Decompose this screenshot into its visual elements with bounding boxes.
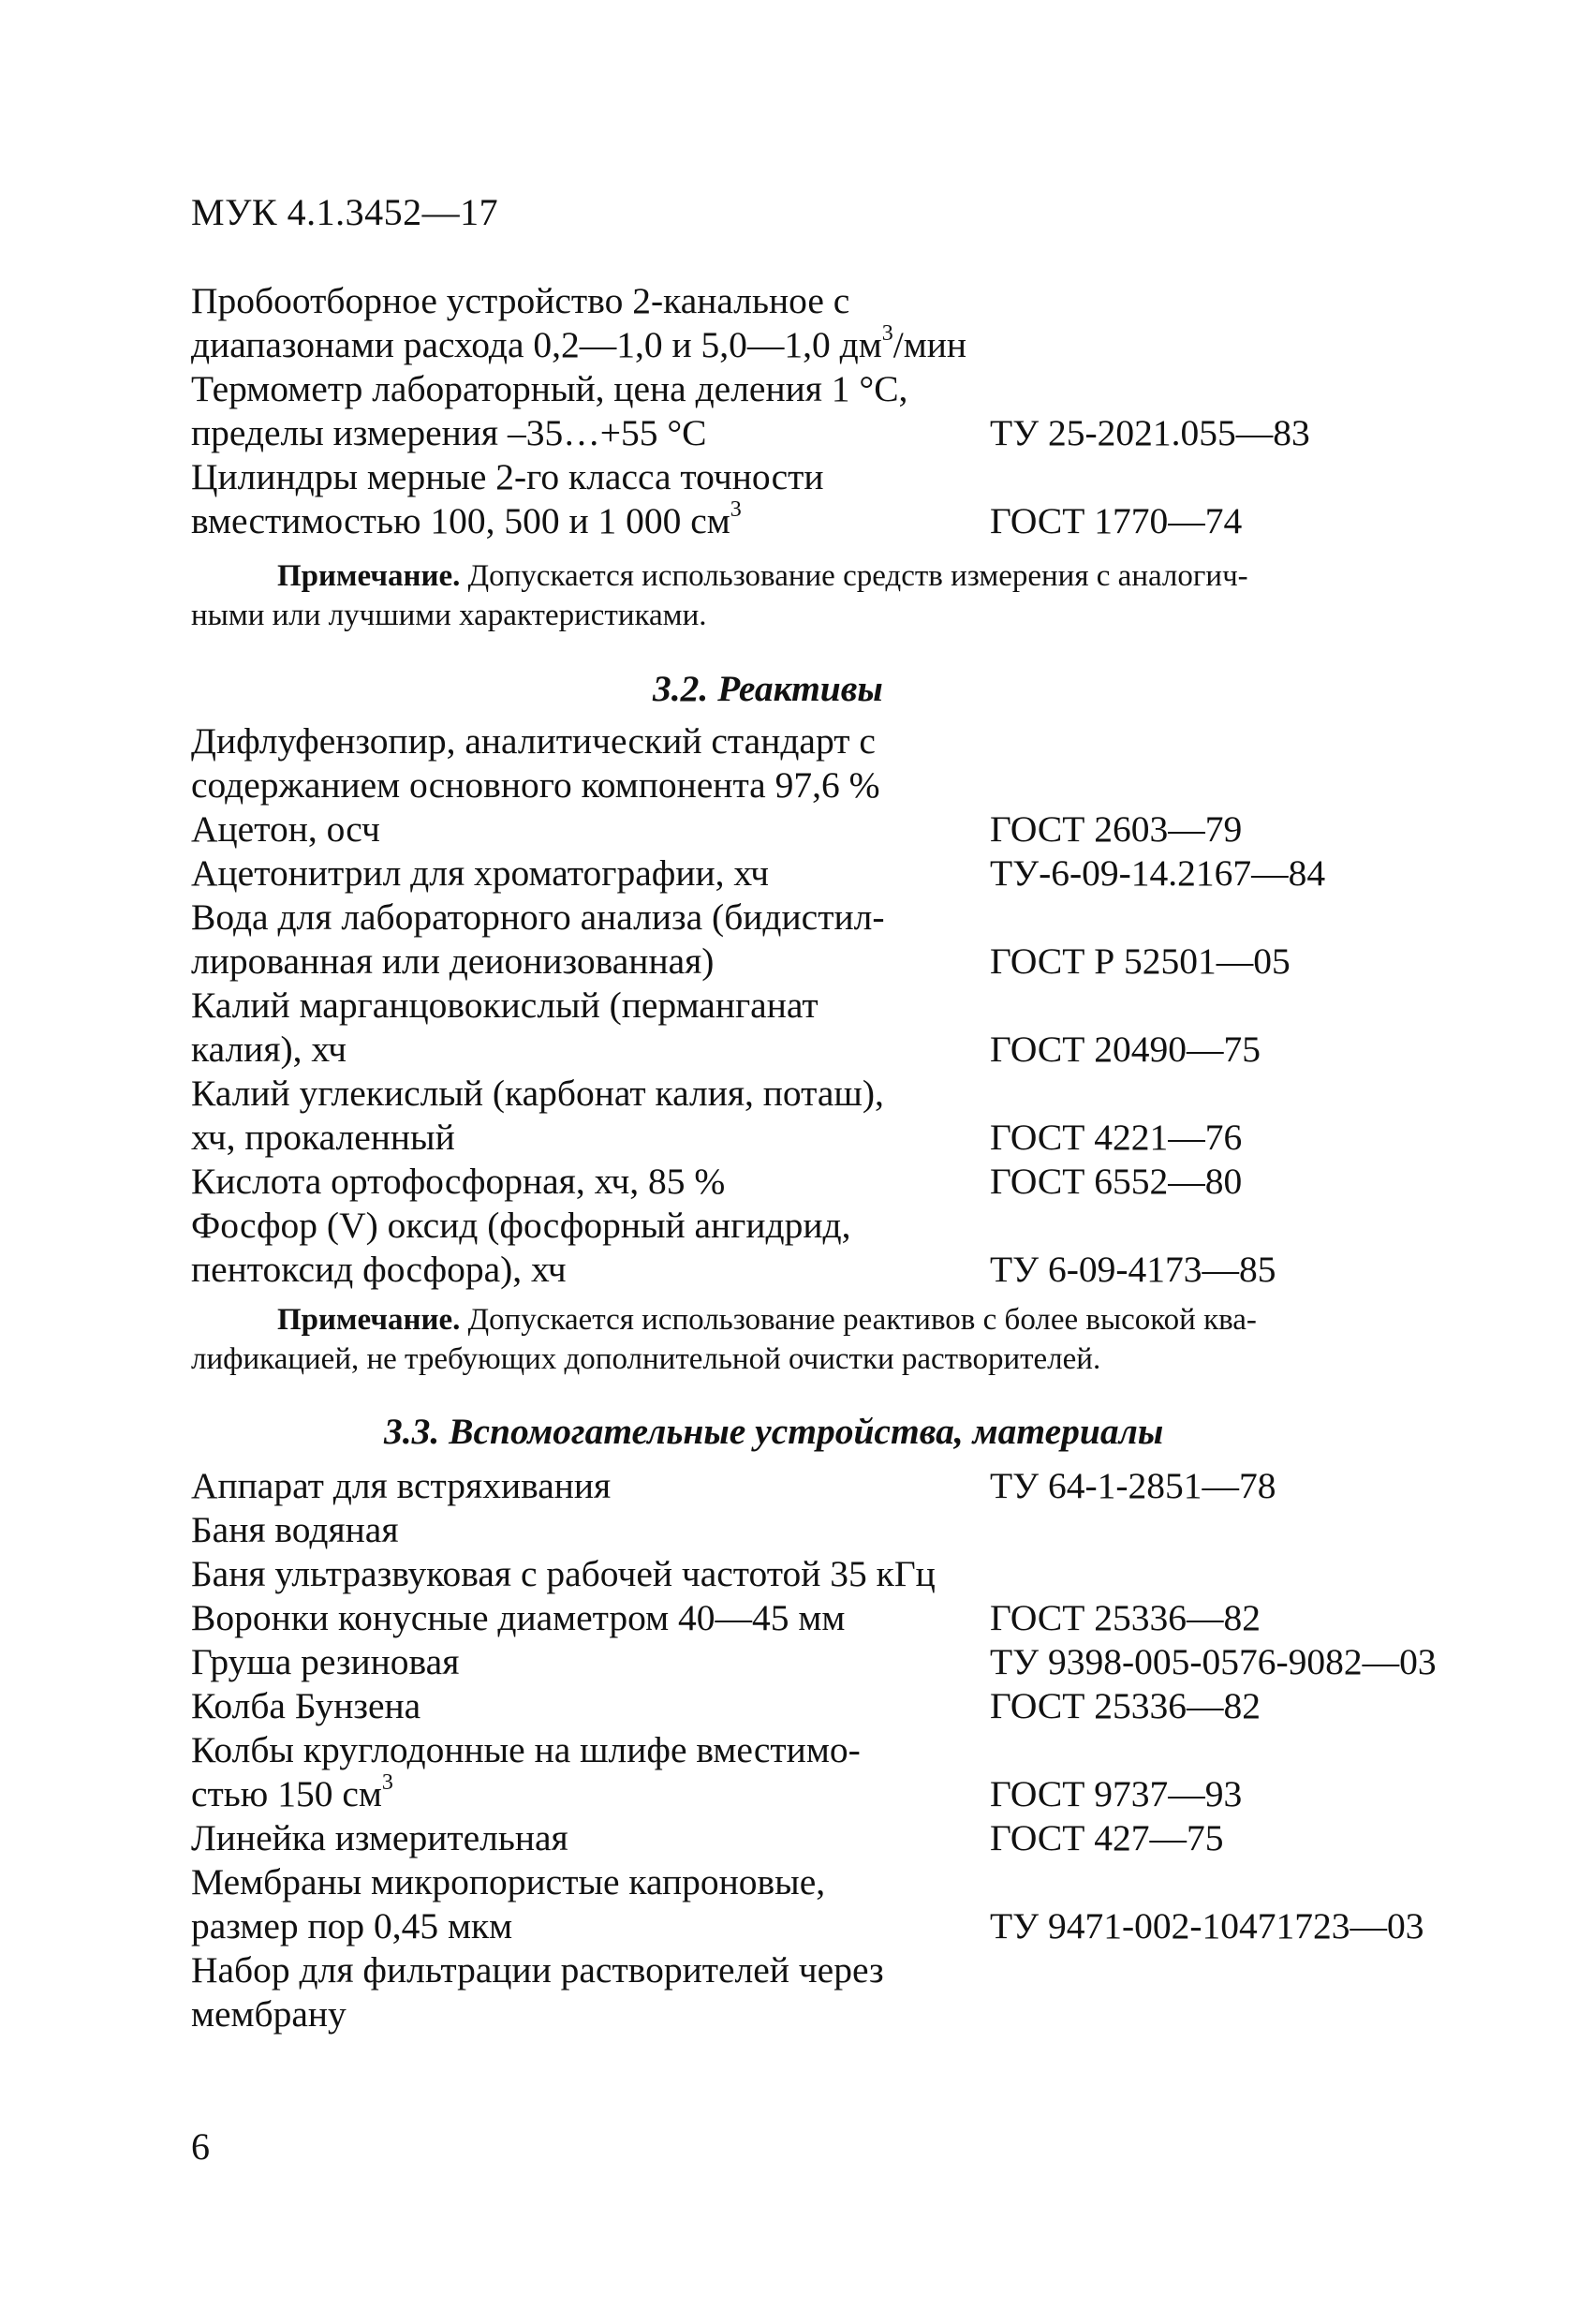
item-name: лированная или деионизованная) bbox=[191, 940, 715, 982]
item-standard: ТУ-6-09-14.2167—84 bbox=[990, 852, 1326, 894]
item-name: Кислота ортофосфорная, хч, 85 % bbox=[191, 1161, 726, 1202]
list-item bbox=[191, 411, 1483, 455]
note-text: лификацией, не требующих дополнительной очистки растворителей. bbox=[191, 1342, 1101, 1376]
list-item bbox=[191, 763, 1483, 807]
item-name: пределы измерения –35…+55 °С bbox=[191, 412, 707, 453]
list-item bbox=[191, 984, 1483, 1028]
item-standard: ГОСТ 2603—79 bbox=[990, 808, 1243, 850]
page-number: 6 bbox=[191, 2125, 210, 2168]
superscript: 3 bbox=[881, 320, 893, 346]
list-item bbox=[191, 320, 1483, 367]
list-item bbox=[191, 1204, 1483, 1248]
list-item bbox=[191, 1072, 1483, 1116]
list-item bbox=[191, 1904, 1483, 1948]
auxiliary-list bbox=[191, 1464, 1483, 2036]
item-standard: ГОСТ 1770—74 bbox=[990, 500, 1243, 541]
list-item bbox=[191, 1552, 1483, 1596]
item-name: Воронки конусные диаметром 40—45 мм bbox=[191, 1597, 846, 1638]
list-item bbox=[191, 1596, 1483, 1640]
superscript: 3 bbox=[381, 1769, 393, 1795]
item-name: Линейка измерительная bbox=[191, 1817, 568, 1858]
item-standard: ТУ 25-2021.055—83 bbox=[990, 412, 1310, 453]
item-standard: ГОСТ 9737—93 bbox=[990, 1773, 1243, 1814]
list-item bbox=[191, 1248, 1483, 1292]
list-item bbox=[191, 1728, 1483, 1772]
item-name: Фосфор (V) оксид (фосфорный ангидрид, bbox=[191, 1205, 851, 1246]
item-name: Дифлуфензопир, аналитический стандарт с bbox=[191, 720, 876, 762]
note-reagents bbox=[191, 1300, 1401, 1379]
item-name: Калий марганцовокислый (перманганат bbox=[191, 984, 819, 1026]
item-name: Баня ультразвуковая с рабочей частотой 35 кГц bbox=[191, 1553, 936, 1594]
list-item bbox=[191, 896, 1483, 940]
list-item bbox=[191, 1464, 1483, 1508]
list-item bbox=[191, 940, 1483, 984]
note-label: Примечание. bbox=[277, 1303, 461, 1337]
item-standard: ТУ 64-1-2851—78 bbox=[990, 1465, 1276, 1506]
note-text: Допускается использование средств измерения с аналогич- bbox=[460, 559, 1248, 593]
item-standard: ТУ 6-09-4173—85 bbox=[990, 1249, 1276, 1290]
item-name: стью 150 $см^3$ bbox=[191, 1769, 393, 1814]
item-name: калия), хч bbox=[191, 1029, 347, 1070]
list-item bbox=[191, 279, 1483, 323]
list-item bbox=[191, 1992, 1483, 2036]
list-item bbox=[191, 455, 1483, 499]
note-instruments bbox=[191, 556, 1401, 635]
item-standard: ГОСТ Р 52501—05 bbox=[990, 940, 1291, 982]
note-text: Допускается использование реактивов с более высокой ква- bbox=[460, 1303, 1257, 1337]
item-standard: ГОСТ 427—75 bbox=[990, 1817, 1224, 1858]
item-name: размер пор 0,45 мкм bbox=[191, 1905, 513, 1947]
list-item bbox=[191, 851, 1483, 896]
list-item bbox=[191, 1160, 1483, 1204]
item-name: Мембраны микропористые капроновые, bbox=[191, 1861, 826, 1902]
item-name: Пробоотборное устройство 2-канальное с bbox=[191, 280, 850, 321]
list-item bbox=[191, 1116, 1483, 1160]
item-name: Цилиндры мерные 2-го класса точности bbox=[191, 456, 824, 497]
list-item bbox=[191, 1508, 1483, 1552]
list-item bbox=[191, 719, 1483, 763]
item-standard: ГОСТ 25336—82 bbox=[990, 1597, 1261, 1638]
item-name: пентоксид фосфора), хч bbox=[191, 1249, 567, 1290]
instruments-list bbox=[191, 279, 1483, 543]
item-name: Колба Бунзена bbox=[191, 1685, 421, 1726]
item-name: Ацетон, осч bbox=[191, 808, 380, 850]
item-standard: ГОСТ 25336—82 bbox=[990, 1685, 1261, 1726]
item-standard: ГОСТ 20490—75 bbox=[990, 1029, 1261, 1070]
superscript: 3 bbox=[730, 496, 742, 522]
list-item bbox=[191, 807, 1483, 851]
section-heading-reagents: 3.2. Реактивы bbox=[653, 668, 883, 709]
note-text: ными или лучшими характеристиками. bbox=[191, 599, 707, 632]
reagents-list bbox=[191, 719, 1483, 1292]
item-name: Баня водяная bbox=[191, 1509, 399, 1550]
item-name: Набор для фильтрации растворителей через bbox=[191, 1949, 884, 1991]
item-name: Колбы круглодонные на шлифе вместимо- bbox=[191, 1729, 861, 1770]
item-name: Калий углекислый (карбонат калия, поташ), bbox=[191, 1073, 884, 1114]
item-name: Ацетонитрил для хроматографии, хч bbox=[191, 852, 770, 894]
item-name: Груша резиновая bbox=[191, 1641, 460, 1682]
section-heading-auxiliary: 3.3. Вспомогательные устройства, материалы bbox=[384, 1411, 1164, 1452]
item-name: Аппарат для встряхивания bbox=[191, 1465, 612, 1506]
item-name: вместимостью 100, 500 и 1 000 $см^3$ bbox=[191, 496, 742, 541]
list-item bbox=[191, 1028, 1483, 1072]
list-item bbox=[191, 1860, 1483, 1904]
note-label: Примечание. bbox=[277, 559, 461, 593]
item-name: Термометр лабораторный, цена деления 1 °С, bbox=[191, 368, 908, 409]
item-standard: ГОСТ 6552—80 bbox=[990, 1161, 1243, 1202]
item-name: содержанием основного компонента 97,6 % bbox=[191, 764, 880, 806]
document-code: МУК 4.1.3452—17 bbox=[191, 191, 499, 233]
list-item bbox=[191, 496, 1483, 543]
item-name: Вода для лабораторного анализа (бидистил- bbox=[191, 896, 885, 938]
item-standard: ТУ 9398-005-0576-9082—03 bbox=[990, 1641, 1437, 1682]
list-item bbox=[191, 1948, 1483, 1992]
item-name: хч, прокаленный bbox=[191, 1117, 455, 1158]
item-standard: ГОСТ 4221—76 bbox=[990, 1117, 1243, 1158]
item-name: диапазонами расхода 0,2—1,0 и 5,0—1,0 $дм^3$/мин bbox=[191, 320, 966, 365]
list-item bbox=[191, 367, 1483, 411]
item-standard: ТУ 9471-002-10471723—03 bbox=[990, 1905, 1424, 1947]
list-item bbox=[191, 1816, 1483, 1860]
list-item bbox=[191, 1769, 1483, 1816]
list-item bbox=[191, 1640, 1483, 1684]
item-name: мембрану bbox=[191, 1993, 347, 2035]
list-item bbox=[191, 1684, 1483, 1728]
